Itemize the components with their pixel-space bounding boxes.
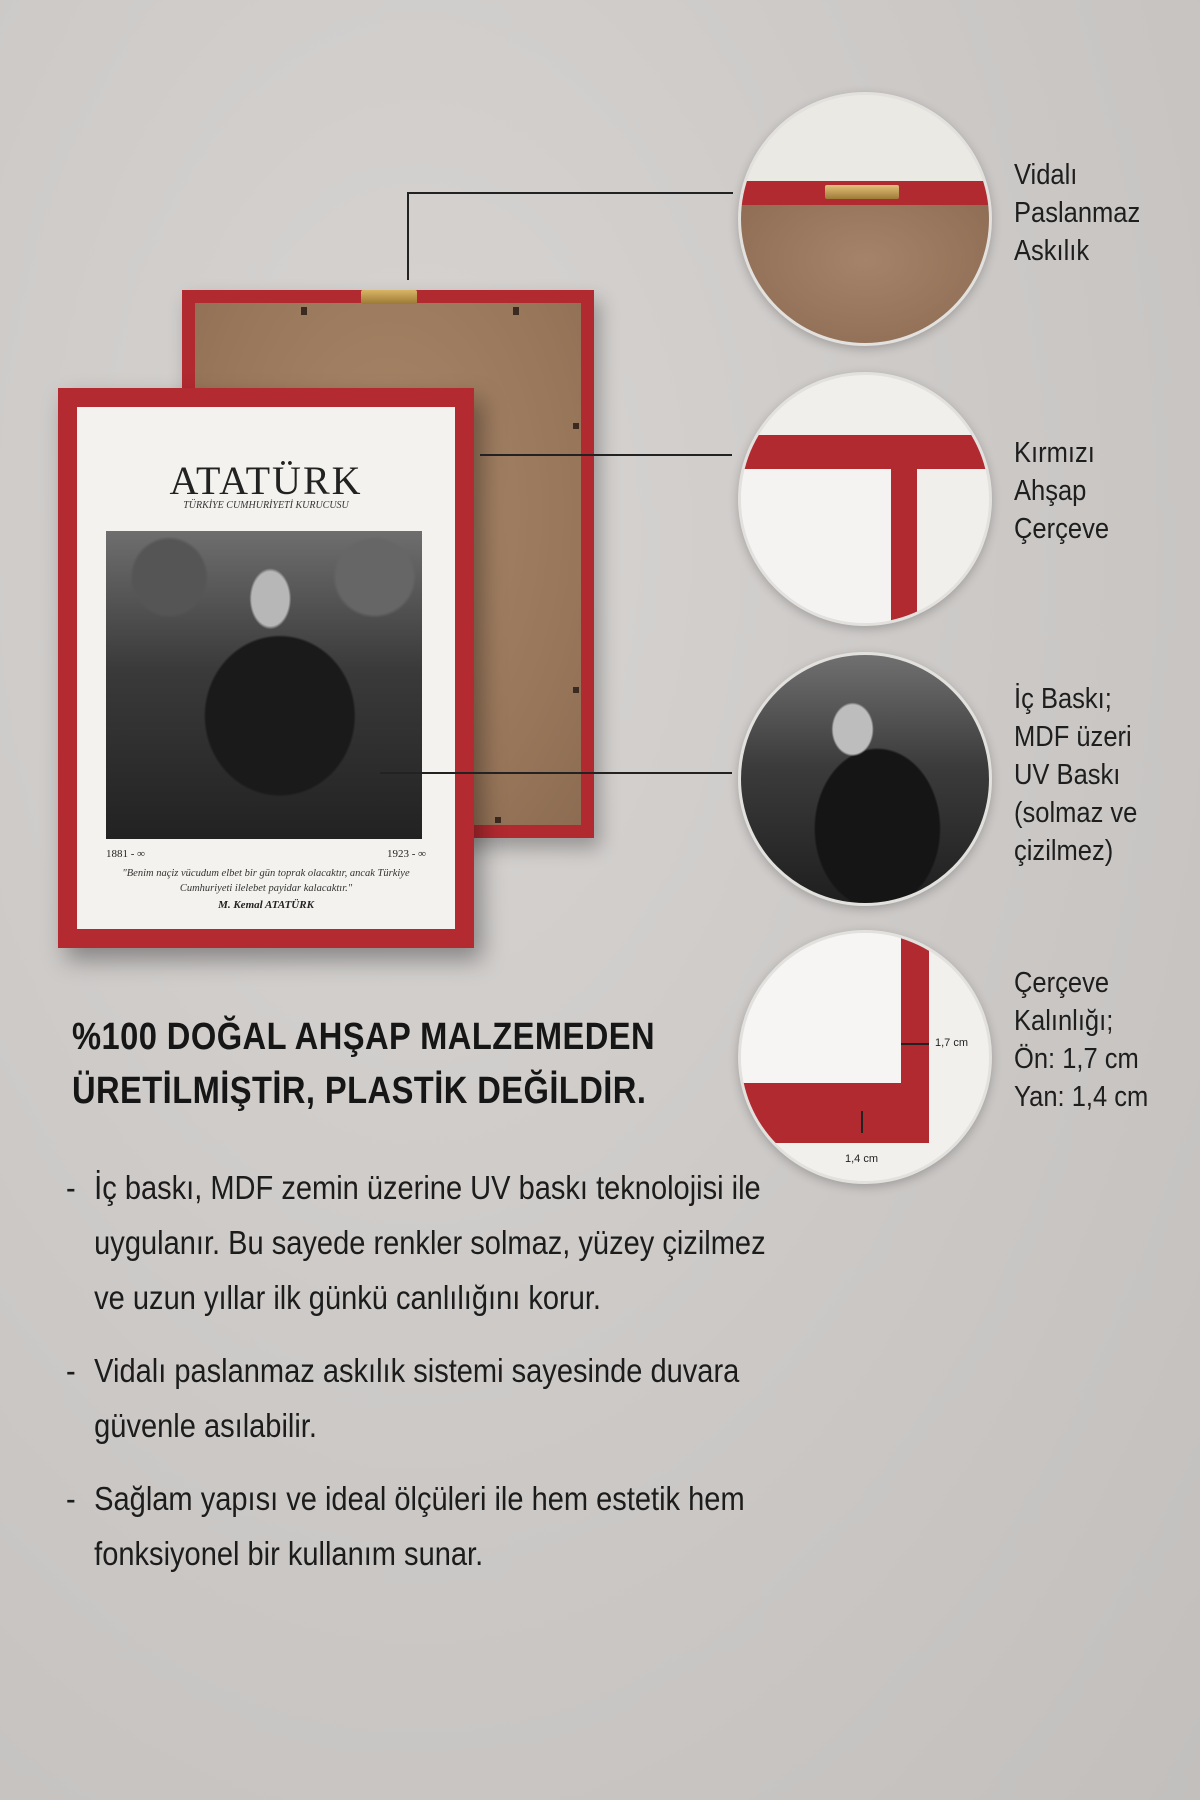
- frame-detail-circle: [738, 372, 992, 626]
- bullet-item: - Sağlam yapısı ve ideal ölçüleri ile hem estetik hem fonksiyonel bir kullanım sunar.: [66, 1480, 745, 1572]
- portrait-photo: [106, 531, 422, 839]
- front-thickness-label: 1,7 cm: [935, 1037, 969, 1049]
- poster-year-left: 1881 - ∞: [106, 848, 146, 860]
- bullet-item: - Vidalı paslanmaz askılık sistemi sayesinde duvara güvenle asılabilir.: [66, 1352, 740, 1444]
- poster-print: [77, 407, 455, 929]
- poster-quote: "Benim naçiz vücudum elbet bir gün toprak olacaktır, ancak Türkiye Cumhuriyeti ilelebet payidar kalacaktır.": [122, 868, 410, 894]
- feature-label-frame: Kırmızı Ahşap Çerçeve: [1014, 437, 1110, 545]
- print-detail-circle: [738, 652, 992, 906]
- poster-subtitle: TÜRKİYE CUMHURİYETİ KURUCUSU: [183, 500, 349, 511]
- connector-line: [407, 192, 409, 280]
- feature-label-hanger: Vidalı Paslanmaz Askılık: [1014, 159, 1141, 267]
- connector-line: [407, 192, 733, 194]
- poster-title: ATATÜRK: [169, 458, 363, 503]
- thickness-detail-circle: [738, 930, 992, 1184]
- connector-line: [480, 454, 732, 456]
- side-thickness-label: 1,4 cm: [845, 1153, 879, 1165]
- bullet-item: - İç baskı, MDF zemin üzerine UV baskı teknolojisi ile uygulanır. Bu sayede renkler solmaz, yüzey çizilmez ve uzun yıllar ilk günkü canlılığını korur.: [66, 1169, 766, 1316]
- material-headline: %100 DOĞAL AHŞAP MALZEMEDEN ÜRETİLMİŞTİR, PLASTİK DEĞİLDİR.: [72, 1016, 655, 1112]
- hanger-icon: [361, 290, 417, 304]
- front-frame-image: [58, 388, 474, 948]
- screw-hanger-icon: [825, 185, 899, 199]
- poster-year-right: 1923 - ∞: [386, 848, 426, 860]
- feature-label-thickness: Çerçeve Kalınlığı; Ön: 1,7 cm Yan: 1,4 cm: [1014, 967, 1149, 1113]
- poster-signature: M. Kemal ATATÜRK: [218, 899, 314, 911]
- connector-line: [380, 772, 732, 774]
- hanger-detail-circle: [738, 92, 992, 346]
- feature-bullet-list: [66, 1160, 826, 1599]
- feature-label-print: İç Baskı; MDF üzeri UV Baskı (solmaz ve çizilmez): [1014, 683, 1138, 867]
